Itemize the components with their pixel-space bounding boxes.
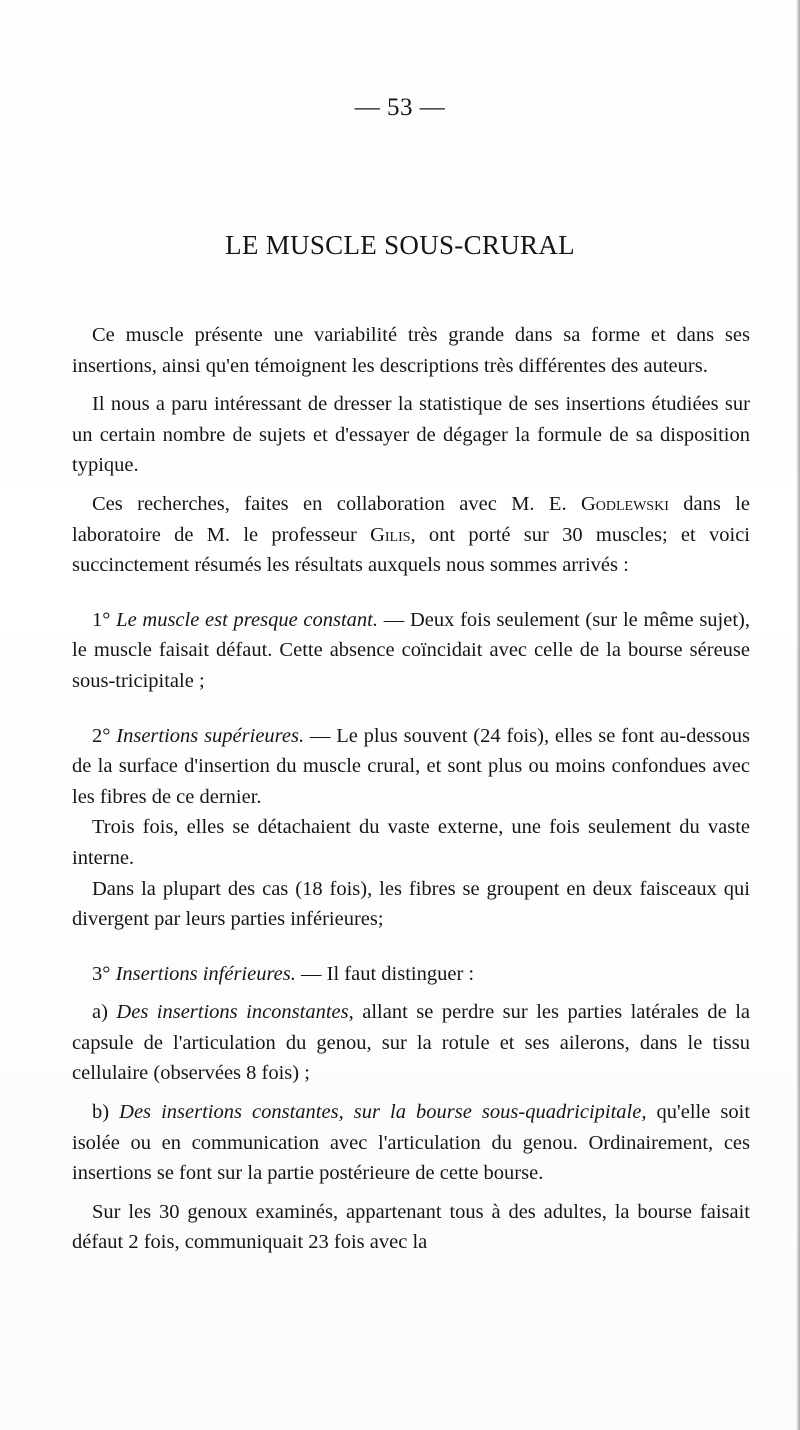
point-1-number: 1° — [92, 608, 117, 631]
paragraph-statistics: Il nous a paru intéressant de dresser la statistique de ses insertions étudiées sur un certain nombre de sujets et d'essayer de dégager la formule de sa disposition typique. — [72, 393, 750, 477]
paragraph-point-3 — [72, 959, 750, 990]
point-3-heading: Insertions inférieures. — [115, 962, 296, 985]
paragraph-intro: Ce muscle présente une variabilité très grande dans sa forme et dans ses insertions, ainsi qu'en témoignent les descriptions très différentes des auteurs. — [72, 324, 750, 377]
page-edge-shadow — [796, 0, 800, 1430]
paragraph-trois-fois: Trois fois, elles se détachaient du vaste externe, une fois seulement du vaste interne. — [72, 816, 750, 869]
point-1-heading: Le muscle est presque constant. — [116, 608, 378, 631]
paragraph-genoux: Sur les 30 genoux examinés, appartenant tous à des adultes, la bourse faisait défaut 2 fois, communiquait 23 fois avec la — [72, 1200, 750, 1254]
research-text-b: dans le laboratoire de M. le professeur — [72, 492, 750, 546]
body-text — [72, 312, 750, 1258]
point-b-text: qu'elle soit isolée ou en communication avec l'articulation du genou. Ordinairement, ces insertions se font sur la partie postérieure de cette bourse. — [72, 1101, 751, 1185]
chapter-title: LE MUSCLE SOUS-CRURAL — [225, 230, 575, 260]
author-name-godlewski: Godlewski — [580, 492, 669, 515]
point-a-text: , allant se perdre sur les parties latérales de la capsule de l'articulation du genou, sur la rotule et ses ailerons, dans le tissu cellulaire (observées 8 fois) ; — [72, 1001, 750, 1085]
paragraph-plupart: Dans la plupart des cas (18 fois), les fibres se groupent en deux faisceaux qui divergent par leurs parties inférieures; — [72, 877, 750, 931]
point-3-text: — Il faut distinguer : — [295, 962, 475, 985]
paragraph-point-2 — [72, 721, 750, 813]
paragraph-point-b — [72, 1097, 750, 1189]
point-a-heading: Des insertions inconstantes — [116, 1001, 349, 1024]
point-2-heading: Insertions supérieures. — [116, 724, 305, 747]
paragraph-research — [72, 489, 750, 581]
point-1-text: — Deux fois seulement (sur le même sujet), le muscle faisait défaut. Cette absence coïncidait avec celle de la bourse séreuse sous-tricipitale ; — [72, 608, 750, 692]
paragraph-point-a — [72, 997, 750, 1089]
author-name-gilis: Gilis — [370, 523, 411, 546]
research-text-a: Ces recherches, faites en collaboration avec M. E. — [92, 492, 581, 515]
point-2-text: — Le plus souvent (24 fois), elles se font au-dessous de la surface d'insertion du muscle crural, et sont plus ou moins confondues avec les fibres de ce dernier. — [72, 724, 750, 808]
point-3-number: 3° — [92, 962, 116, 985]
point-2-number: 2° — [92, 724, 117, 747]
research-text-c: , ont porté sur 30 muscles; et voici succinctement résumés les résultats auxquels nous sommes arrivés : — [72, 523, 750, 577]
point-b-letter: b) — [92, 1101, 120, 1124]
page-number: — 53 — — [354, 94, 446, 121]
point-b-heading: Des insertions constantes, sur la bourse sous-quadricipitale, — [119, 1101, 647, 1124]
paragraph-point-1 — [72, 605, 750, 697]
point-a-letter: a) — [92, 1001, 117, 1024]
